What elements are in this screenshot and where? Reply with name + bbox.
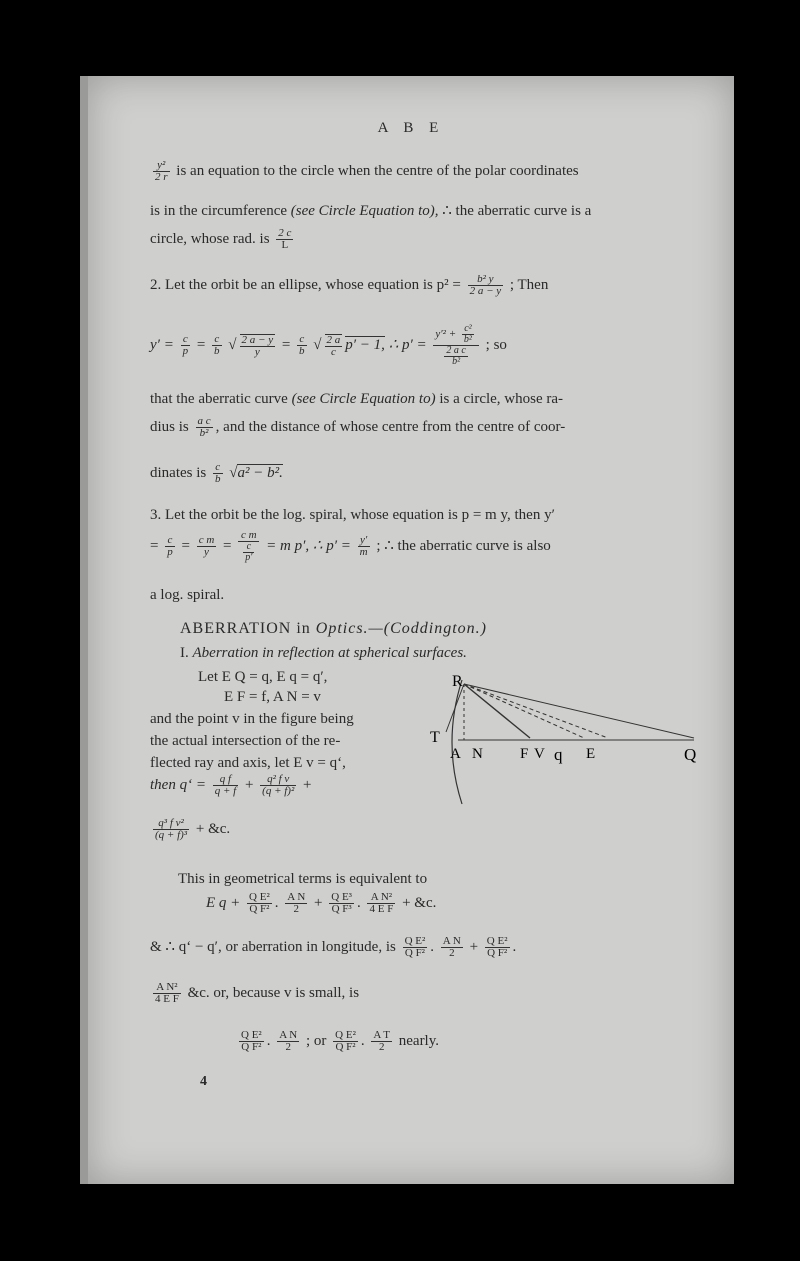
label-T: T [430,729,440,746]
fraction: $\frac{\text{Q E²}}{\text{Q F²}}$ [335,1029,356,1053]
series-line1: then q‘ = $\frac{\text{q f}}{q + f}$ + $\frac{\text{q² f v}}{\text{(q + f)²}}$ + [150,773,312,797]
incident-ray [464,684,694,738]
longitude-line: & ∴ q‘ − q′, or aberration in longitude, is $\frac{\text{Q E²}}{\text{Q F²}}$ . $\frac{\text{A N}}{2}$ + $\frac{\text{Q E²}}{\text{Q F²}}$ . [150,935,517,959]
fraction: $\frac{c}{p}$ [182,333,189,357]
fraction: $\frac{\text{q f}}{q + f}$ [214,773,237,797]
para1-line3: circle, whose rad. is $\frac{2 c}{L}$ [150,227,292,251]
fraction: $\frac{\text{q² f v}}{\text{(q + f)²}}$ [262,773,295,797]
let-line2: E F = f, A N = v [224,689,321,705]
tangent-line [446,684,464,732]
dashed-ray-2 [464,684,608,738]
final-equation: $\frac{\text{Q E²}}{\text{Q F²}}$ . $\frac{\text{A N}}{2}$ ; or $\frac{\text{Q E²}}{\text{Q F²}}$ . $\frac{\text{A T}}{2}$ nearly. [241,1029,440,1053]
section-title: ABERRATION in Optics.—(Coddington.) [180,620,487,637]
compound-fraction: $\frac{\text{c m}}{\frac{c}{p'}}$ [238,530,259,563]
label-E: E [586,746,596,762]
para3-line1: 3. Let the orbit be the log. spiral, whose equation is p = m y, then y′ [150,507,555,523]
para3-line2: = $\frac{c}{p}$ = $\frac{\text{c m}}{y}$ = $\frac{\text{c m}}{\frac{c}{p'}}$ = m p′, ∴ p′ = $\frac{y'}{m}$ ; ∴ the aberratic curve is also [150,529,551,563]
fraction: $\frac{\text{A T}}{2}$ [373,1029,390,1053]
label-q: q [554,745,563,764]
book-page [80,76,734,1184]
page-number: 4 [200,1074,207,1089]
fraction: $\frac{\text{c m}}{y}$ [198,534,215,558]
subsection-title: I. Aberration in reflection at spherical surfaces. [180,645,467,661]
geometric-intro: This in geometrical terms is equivalent to [178,871,428,887]
small-v-line: $\frac{\text{A N²}}{\text{4 E F}}$ &c. or, because v is small, is [155,981,360,1005]
label-N: N [472,746,483,762]
body-line3: flected ray and axis, let E v = q‘, [150,755,346,771]
label-V: V [534,746,545,762]
mirror-arc [452,680,462,804]
fraction: $\frac{c}{b}$ [214,333,220,357]
geometric-equation: E q + $\frac{\text{Q E²}}{\text{Q F²}}$ . $\frac{\text{A N}}{2}$ + $\frac{\text{Q E³}}{\text{Q F³}}$ . $\frac{\text{A N²}}{\text{4 E F}}$ + &c. [206,891,437,915]
fraction: $\frac{y'}{m}$ [359,534,368,558]
label-Q: Q [684,745,697,764]
fraction: $\frac{2 c}{L}$ [278,227,292,251]
let-line1: Let E Q = q, E q = q′, [198,669,328,685]
fraction: $\frac{\text{A N}}{2}$ [287,891,306,915]
para2-line5: dinates is $\frac{c}{b}$ √a² − b². [150,461,283,485]
fraction: $\frac{c}{b}$ [299,333,305,357]
fraction: $\frac{\text{y²}}{2 r}$ [155,159,168,183]
fraction: $\frac{\text{q³ f v²}}{\text{(q + f)³}}$ [155,817,188,841]
compound-fraction: y′² + $\frac{\text{c²}}{\text{b²}}$ $\frac{\text{2 a c}}{\text{b²}}$ [433,324,479,367]
fraction: $\frac{\text{Q E²}}{\text{Q F²}}$ [241,1029,262,1053]
para3-line3: a log. spiral. [150,587,225,603]
body-line1: and the point v in the figure being [150,711,354,727]
root-fraction: $\frac{2 a - y}{y}$ [241,333,274,358]
fraction: $\frac{\text{Q E²}}{\text{Q F²}}$ [404,935,426,959]
para2-line1: 2. Let the orbit be an ellipse, whose equation is p² = $\frac{\text{b² y}}{2 a - y}$ ; Then [150,273,549,297]
para2-line2: y′ = $\frac{c}{p}$ = $\frac{c}{b}$ √ $\frac{2 a - y}{y}$ = $\frac{c}{b}$ √ $\frac{2 a}{c}$ p′ − 1, ∴ p′ = y′² + $\frac{\text{c²}}{\text{b²}}$ $\frac{\text{2 a c}}{\text{b²}}$ ; so [150,323,507,367]
para1-line2: is in the circumference (see Circle Equation to), ∴ the aberratic curve is a [150,203,592,219]
dashed-ray-1 [464,684,584,738]
label-F: F [520,746,529,762]
fraction: $\frac{c}{b}$ [215,461,221,485]
para1-line1: $\frac{\text{y²}}{2 r}$ is an equation to the circle when the centre of the polar coordinates [155,159,579,183]
body-line2: the actual intersection of the re- [150,733,341,749]
fraction: $\frac{\text{A N²}}{\text{4 E F}}$ [369,891,394,915]
fraction: $\frac{\text{A N}}{2}$ [279,1029,298,1053]
page-header: A B E [377,120,445,136]
fraction: $\frac{\text{A N²}}{\text{4 E F}}$ [155,981,179,1005]
root-fraction: $\frac{2 a}{c}$ [326,333,341,358]
para2-line3: that the aberratic curve (see Circle Equation to) is a circle, whose ra- [150,391,564,407]
reflection-diagram [422,672,718,812]
para2-line4: dius is $\frac{\text{a c}}{\text{b²}}$ , and the distance of whose centre from the centre of coor- [150,415,566,439]
fraction: $\frac{\text{A N}}{2}$ [442,935,461,959]
fraction: $\frac{\text{Q E²}}{\text{Q F²}}$ [486,935,508,959]
fraction: $\frac{\text{Q E³}}{\text{Q F³}}$ [331,891,352,915]
fraction: $\frac{\text{Q E²}}{\text{Q F²}}$ [249,891,270,915]
fraction: $\frac{c}{p}$ [167,534,173,558]
fraction: $\frac{\text{a c}}{\text{b²}}$ [197,415,211,439]
label-A: A [450,746,461,762]
fraction: $\frac{\text{b² y}}{2 a - y}$ [469,273,502,297]
series-line2: $\frac{\text{q³ f v²}}{\text{(q + f)³}}$ + &c. [155,817,231,841]
label-R: R [452,673,463,690]
